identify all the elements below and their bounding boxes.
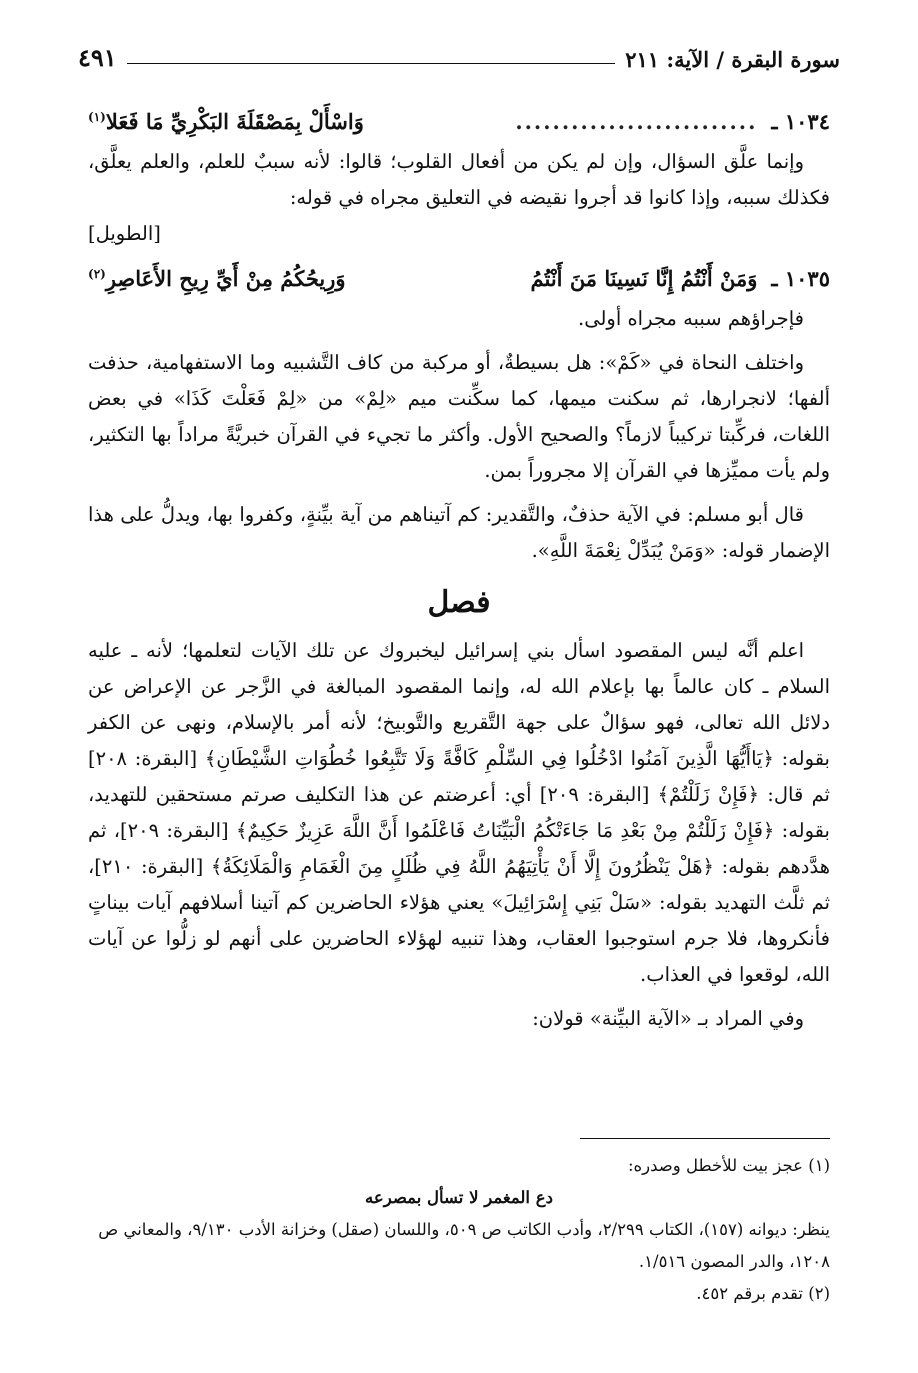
paragraph: وفي المراد بـ «الآية البيِّنة» قولان: bbox=[532, 1007, 804, 1030]
footnote-marker: (٢) bbox=[88, 267, 106, 281]
section-title: فصل bbox=[427, 585, 491, 620]
footnote-2: (٢) تقدم برقم ٤٥٢. bbox=[696, 1284, 830, 1303]
paragraph: واختلف النحاة في «كَمْ»: هل بسيطةٌ، أو مركبة من كاف التَّشبيه وما الاستفهامية، حذفت ألفها؛ لانجرارها، ثم سكنت ميمها، كما سكِّنت ميم «لِمْ» من «لِمْ فَعَلْتَ كَذَا» في بعض اللغات، فركِّبتا تركيباً لازماً؟ والصحيح الأول. وأكثر ما تجيء في القرآن خبريَّةً مراداً بها التكثير، ولم يأت مميِّزها في القرآن إلا مجروراً بمن. bbox=[88, 351, 830, 482]
running-header bbox=[78, 32, 840, 72]
verse-number: ١٠٣٥ ـ bbox=[771, 266, 830, 291]
verse-1034 bbox=[88, 95, 830, 144]
footnote-1-refs: ينظر: ديوانه (١٥٧)، الكتاب ٢/٢٩٩، وأدب الكاتب ص ٥٠٩، واللسان (صقل) وخزانة الأدب ٩/١٣٠، والمعاني ص ١٢٠٨، والدر المصون ١/٥١٦. bbox=[98, 1220, 830, 1271]
verse-number: ١٠٣٤ ـ bbox=[771, 109, 830, 134]
paragraph: فإجراؤهم سببه مجراه أولى. bbox=[578, 307, 804, 330]
verse-hemistich-1: وَمَنْ أَنْتُمُ إِنَّا نَسِينَا مَنَ أَنْتُمُ bbox=[530, 266, 758, 291]
header-rule bbox=[127, 63, 616, 64]
footnote-1-poem: دع المغمر لا تسأل بمصرعه bbox=[365, 1188, 553, 1207]
header-title: سورة البقرة / الآية: ٢١١ bbox=[625, 47, 840, 72]
footnote-marker: (١) bbox=[88, 110, 106, 124]
paragraph: اعلم أنَّه ليس المقصود اسأل بني إسرائيل ليخبروك عن تلك الآيات لتعلمها؛ لأنه ـ عليه السلام ـ كان عالماً بها بإعلام الله له، وإنما المقصود المبالغة في الزَّجر عن الإعراض عن دلائل الله تعالى، فهو سؤالٌ على جهة التَّقريع والتَّوبيخ؛ لأنه أمر بالإسلام، ونهى عن الكفر بقوله: ﴿يَاأَيُّهَا الَّذِينَ آمَنُوا ادْخُلُوا فِي السِّلْمِ كَافَّةً وَلَا تَتَّبِعُوا خُطُوَاتِ الشَّيْطَانِ﴾ [البقرة: ٢٠٨] ثم قال: ﴿فَإِنْ زَلَلْتُمْ﴾ [البقرة: ٢٠٩] أي: أعرضتم عن هذا التكليف صرتم مستحقين للتهديد، بقوله: ﴿فَإِنْ زَلَلْتُمْ مِنْ بَعْدِ مَا جَاءَتْكُمُ الْبَيِّنَاتُ فَاعْلَمُوا أَنَّ اللَّهَ عَزِيزٌ حَكِيمٌ﴾ [البقرة: ٢٠٩]، ثم هدَّدهم بقوله: ﴿هَلْ يَنْظُرُونَ إِلَّا أَنْ يَأْتِيَهُمُ اللَّهُ فِي ظُلَلٍ مِنَ الْغَمَامِ وَالْمَلَائِكَةُ﴾ [البقرة: ٢١٠]، ثم ثلَّث التهديد بقوله: «سَلْ بَنِي إِسْرَائِيلَ» يعني هؤلاء الحاضرين كم آتينا أسلافهم آيات بيناتٍ فأنكروها، فلا جرم استوجبوا العقاب، وهذا تنبيه لهؤلاء الحاضرين على أنهم لو زلُّوا عن آيات الله، لوقعوا في العذاب. bbox=[88, 639, 830, 986]
paragraph: وإنما علَّق السؤال، وإن لم يكن من أفعال القلوب؛ قالوا: لأنه سببٌ للعلم، والعلم يعلَّق، فكذلك سببه، وإذا كانوا قد أجروا نقيضه في التعليق مجراه في قوله: bbox=[88, 150, 830, 209]
verse-hemistich: وَاسْأَلْ بِمَصْقَلَةَ البَكْرِيِّ مَا فَعَلا$^{(١)}$ bbox=[88, 109, 364, 134]
verse-hemistich-2: وَرِيحُكُمُ مِنْ أَيِّ رِيحِ الأَعَاصِرِ$^{(٢)}$ bbox=[88, 266, 346, 291]
paragraph: قال أبو مسلم: في الآية حذفٌ، والتَّقدير: كم آتيناهم من آية بيِّنةٍ، وكفروا بها، ويدلُّ على هذا الإضمار قوله: «وَمَنْ يُبَدِّلْ نِعْمَةَ اللَّهِ». bbox=[88, 503, 830, 562]
verse-1035 bbox=[88, 252, 830, 301]
footnote-separator bbox=[580, 1138, 830, 1139]
meter-label: [الطويل] bbox=[88, 222, 161, 245]
page-number: ٤٩١ bbox=[78, 43, 117, 72]
verse-dots: .......................... bbox=[515, 109, 758, 134]
footnote-1-intro: (١) عجز بيت للأخطل وصدره: bbox=[627, 1156, 830, 1175]
main-text bbox=[88, 95, 830, 1037]
footnotes bbox=[88, 1150, 830, 1310]
